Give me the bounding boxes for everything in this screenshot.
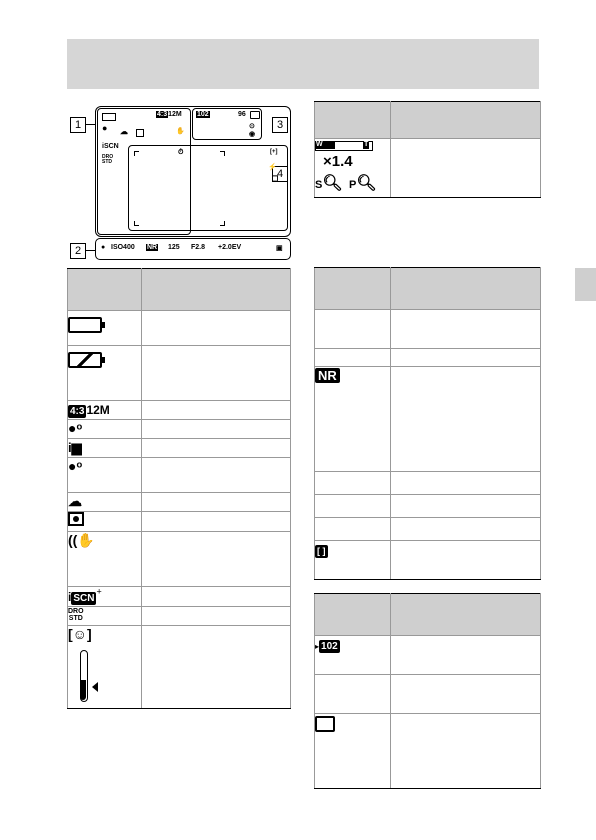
- af-frame-corner-bl: [134, 221, 139, 226]
- shake-warning-icon: ✋: [176, 128, 185, 135]
- smile-detection-sensitivity-icon: [☺]: [68, 626, 141, 706]
- metering-icon: [136, 129, 144, 137]
- af-frame-corner-tl: [134, 151, 139, 156]
- self-timer-icon: ⏱: [178, 149, 184, 156]
- region-1-icon-table: [67, 268, 291, 709]
- tag-1-leader: [85, 124, 95, 125]
- smile-shutter-icon: ●ᵒ: [68, 458, 83, 474]
- dro-standard-icon: DRO STD: [68, 608, 84, 623]
- lcd-screen-outline: [95, 106, 291, 237]
- red-eye-icon: ◉: [249, 131, 256, 138]
- battery-full-icon: [68, 317, 102, 333]
- bottom-info-strip: [95, 238, 291, 260]
- memory-card-icon: [250, 111, 260, 119]
- region-2-icon-table: [314, 267, 541, 580]
- chapter-side-tab: [575, 268, 596, 301]
- face-detection-icon: ●ᵒ: [68, 420, 83, 436]
- zoom-scale-icon: W T ×1.4 S🔍︎ P🔍︎: [315, 141, 377, 192]
- image-size-icon: 4:3 12M: [70, 403, 110, 417]
- zoom-value: ×1.4: [323, 153, 353, 170]
- shot-count: 96: [238, 111, 246, 118]
- image-size-readout: 4:312M: [157, 111, 182, 118]
- battery-empty-icon: [68, 352, 102, 368]
- intelligent-auto-icon: i▆: [68, 440, 82, 455]
- iso-readout: ISO400: [111, 244, 135, 251]
- timer-icon: ⊙: [249, 123, 255, 130]
- drive-mode-icon: ❐: [272, 176, 279, 183]
- soft-skin-icon: ☁: [120, 127, 128, 136]
- recording-folder-icon: ▸ 102: [315, 641, 338, 652]
- section-header-banner: [67, 39, 539, 89]
- diagram-tag-3: 3: [272, 117, 288, 133]
- region-3-icon-table: [314, 593, 541, 789]
- superior-auto-icon: i SCN+: [68, 587, 102, 605]
- folder-icon: 102: [197, 111, 209, 118]
- camera-shake-warning-icon: ((✋: [68, 532, 95, 548]
- af-area-mode-icon: [ ]: [317, 546, 326, 556]
- shutter-readout: 125: [168, 244, 180, 251]
- dro-icon: DRO STD: [102, 154, 114, 165]
- diagram-tag-2: 2: [70, 243, 86, 259]
- aperture-readout: F2.8: [191, 244, 206, 251]
- nr-readout: NR: [147, 244, 158, 251]
- region-4-frame: [128, 145, 288, 231]
- smart-zoom-icon: S🔍︎: [315, 175, 343, 192]
- noise-reduction-icon: NR: [315, 368, 340, 383]
- battery-icon: [102, 113, 116, 121]
- screen-diagram: [67, 102, 297, 262]
- af-area-icon: [+]: [270, 149, 278, 155]
- precision-zoom-icon: P🔍︎: [349, 175, 377, 192]
- hist-icon: ▣: [276, 245, 283, 252]
- flash-icon: ⚡: [268, 164, 277, 171]
- memory-card-icon-table: [315, 716, 335, 732]
- tag-2-leader: [85, 250, 95, 251]
- ev-readout: +2.0EV: [218, 244, 242, 251]
- i-scn-icon: iSCN: [102, 143, 119, 150]
- metering-mode-icon: [68, 512, 84, 526]
- zoom-table: [314, 101, 541, 198]
- diagram-tag-1: 1: [70, 117, 86, 133]
- af-frame-corner-br: [220, 221, 225, 226]
- af-frame-corner-tr: [220, 151, 225, 156]
- face-detect-icon: ●: [102, 123, 108, 133]
- diagram-tag-4: 4: [272, 166, 288, 182]
- soft-skin-icon-table: ☁: [68, 493, 82, 509]
- rec-dot-icon: ●: [101, 244, 106, 251]
